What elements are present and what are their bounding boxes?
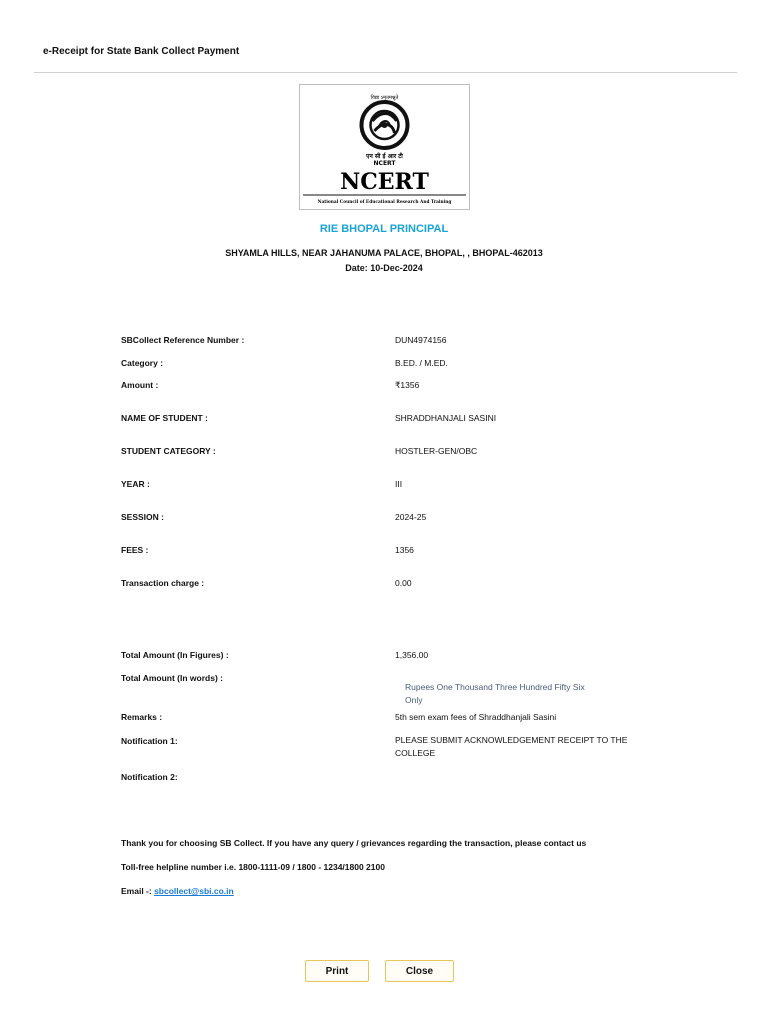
org-name: RIE BHOPAL PRINCIPAL bbox=[319, 223, 449, 235]
close-button[interactable]: Close bbox=[385, 960, 454, 982]
ncert-logo bbox=[299, 84, 470, 210]
helpline-text: Toll-free helpline number i.e. 1800-1111-09 / 1800 - 1234/1800 2100 bbox=[121, 862, 385, 872]
total-words-label: Total Amount (In words) : bbox=[121, 673, 223, 683]
student-name-label: NAME OF STUDENT : bbox=[121, 413, 208, 423]
email-link[interactable]: sbcollect@sbi.co.in bbox=[154, 886, 234, 896]
transaction-charge-value: 0.00 bbox=[395, 578, 412, 588]
session-value: 2024-25 bbox=[395, 512, 427, 522]
student-category-label: STUDENT CATEGORY : bbox=[121, 446, 216, 456]
notification-2-label: Notification 2: bbox=[121, 772, 178, 782]
thanks-message: Thank you for choosing SB Collect. If you have any query / grievances regarding the transaction, please contact us bbox=[121, 838, 587, 848]
logo-small-name: NCERT bbox=[373, 160, 396, 167]
year-value: III bbox=[395, 479, 403, 489]
org-address: SHYAMLA HILLS, NEAR JAHANUMA PALACE, BHOPAL, , BHOPAL-462013 bbox=[225, 248, 543, 258]
logo-hindi-name: एन सी ई आर टी bbox=[366, 153, 403, 160]
fees-value: 1356 bbox=[395, 545, 414, 555]
year-label: YEAR : bbox=[121, 479, 150, 489]
print-button[interactable]: Print bbox=[305, 960, 369, 982]
amount-label: Amount : bbox=[121, 380, 159, 390]
session-label: SESSION : bbox=[121, 512, 164, 522]
total-words-value: Rupees One Thousand Three Hundred Fifty Six Only bbox=[405, 682, 585, 705]
student-category-value: HOSTLER-GEN/OBC bbox=[395, 446, 478, 456]
email-label: Email -: bbox=[121, 886, 152, 896]
notification-1-value: PLEASE SUBMIT ACKNOWLEDGEMENT RECEIPT TO THE COLLEGE bbox=[395, 735, 628, 758]
total-figures-label: Total Amount (In Figures) : bbox=[121, 650, 229, 660]
logo-full-name: National Council of Educational Research And Training bbox=[317, 200, 452, 205]
total-figures-value: 1,356.00 bbox=[395, 650, 429, 660]
category-value: B.ED. / M.ED. bbox=[395, 358, 448, 368]
logo-hindi-motto: विद्या ऽमृतमश्नुते bbox=[370, 95, 399, 101]
student-name-value: SHRADDHANJALI SASINI bbox=[395, 413, 497, 423]
logo-name: NCERT bbox=[340, 169, 429, 195]
remarks-value: 5th sem exam fees of Shraddhanjali Sasini bbox=[395, 712, 557, 722]
fees-label: FEES : bbox=[121, 545, 149, 555]
header-divider bbox=[34, 72, 737, 73]
remarks-label: Remarks : bbox=[121, 712, 163, 722]
page-title: e-Receipt for State Bank Collect Payment bbox=[43, 46, 240, 57]
amount-value: ₹1356 bbox=[395, 380, 420, 390]
receipt-date: Date: 10-Dec-2024 bbox=[345, 263, 423, 273]
notification-1-label: Notification 1: bbox=[121, 736, 178, 746]
email-row bbox=[121, 886, 234, 896]
transaction-charge-label: Transaction charge : bbox=[121, 578, 205, 588]
category-label: Category : bbox=[121, 358, 164, 368]
ref-label: SBCollect Reference Number : bbox=[121, 335, 245, 345]
ncert-emblem-icon bbox=[300, 85, 469, 209]
ref-value: DUN4974156 bbox=[395, 335, 447, 345]
